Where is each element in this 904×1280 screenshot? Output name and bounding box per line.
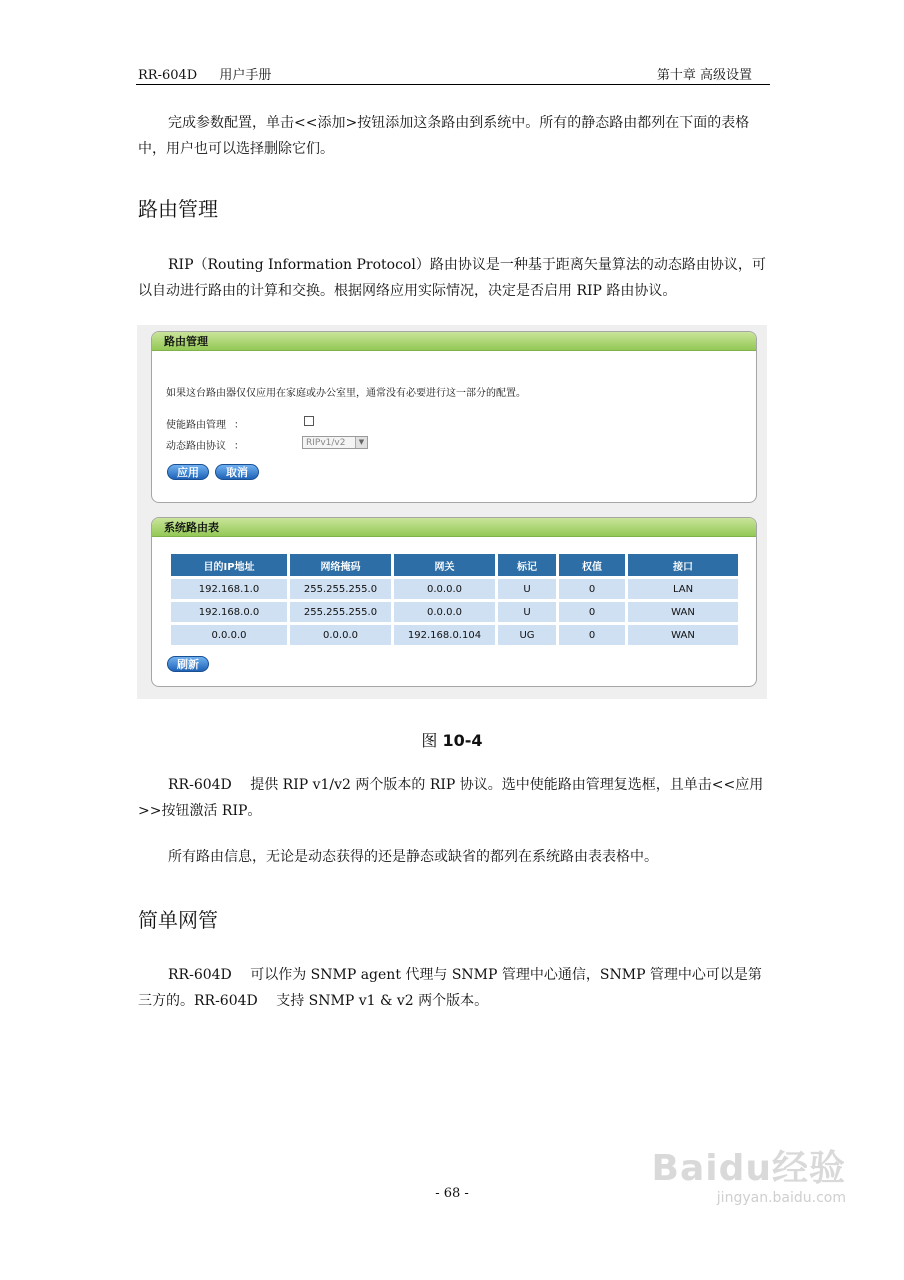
header-rule bbox=[136, 84, 770, 85]
figure-screenshot bbox=[137, 325, 767, 699]
paragraph-3: RR-604D 提供 RIP v1/v2 两个版本的 RIP 协议。选中使能路由管理复选框，且单击<<应用>>按钮激活 RIP。 bbox=[138, 777, 764, 819]
table-row bbox=[171, 625, 738, 645]
figure-caption-number: 10-4 bbox=[442, 731, 483, 750]
figure-caption bbox=[0, 728, 904, 751]
routing-note: 如果这台路由器仅仅应用在家庭或办公室里，通常没有必要进行这一部分的配置。 bbox=[166, 388, 526, 399]
cancel-button[interactable]: 取消 bbox=[215, 464, 259, 480]
column-header: 目的IP地址 bbox=[171, 554, 287, 576]
dynamic-protocol-text: 动态路由协议 bbox=[166, 441, 226, 452]
table-cell: 0.0.0.0 bbox=[394, 602, 495, 622]
table-cell: 192.168.0.104 bbox=[394, 625, 495, 645]
table-row bbox=[171, 579, 738, 599]
table-cell: WAN bbox=[628, 625, 738, 645]
column-header: 标记 bbox=[498, 554, 556, 576]
dynamic-protocol-colon: ： bbox=[234, 441, 244, 452]
routing-panel bbox=[151, 331, 757, 503]
column-header: 权值 bbox=[559, 554, 625, 576]
table-cell: 0.0.0.0 bbox=[290, 625, 391, 645]
apply-button[interactable]: 应用 bbox=[167, 464, 209, 480]
dynamic-protocol-select[interactable] bbox=[302, 436, 368, 449]
table-cell: U bbox=[498, 579, 556, 599]
table-cell: 255.255.255.0 bbox=[290, 579, 391, 599]
watermark-url: jingyan.baidu.com bbox=[716, 1190, 846, 1206]
table-header-row bbox=[171, 554, 738, 576]
enable-routing-checkbox[interactable] bbox=[304, 416, 314, 426]
table-cell: 0 bbox=[559, 625, 625, 645]
table-cell: 0.0.0.0 bbox=[394, 579, 495, 599]
dynamic-protocol-label bbox=[166, 437, 244, 452]
enable-routing-text: 使能路由管理 bbox=[166, 420, 226, 431]
section-title-routing: 路由管理 bbox=[138, 197, 218, 221]
table-cell: UG bbox=[498, 625, 556, 645]
header-manual: 用户手册 bbox=[219, 68, 272, 83]
table-cell: WAN bbox=[628, 602, 738, 622]
paragraph-4: 所有路由信息，无论是动态获得的还是静态或缺省的都列在系统路由表表格中。 bbox=[168, 849, 658, 865]
route-table bbox=[168, 551, 741, 648]
watermark-logo: Baidu经验 bbox=[651, 1148, 846, 1189]
table-row bbox=[171, 602, 738, 622]
table-cell: 0 bbox=[559, 579, 625, 599]
enable-routing-colon: ： bbox=[234, 420, 244, 431]
route-table-panel bbox=[151, 517, 757, 687]
refresh-button[interactable]: 刷新 bbox=[167, 656, 209, 672]
paragraph-1: 完成参数配置，单击<<添加>按钮添加这条路由到系统中。所有的静态路由都列在下面的表格中，用户也可以选择删除它们。 bbox=[138, 115, 750, 157]
table-cell: LAN bbox=[628, 579, 738, 599]
table-cell: 0 bbox=[559, 602, 625, 622]
column-header: 网络掩码 bbox=[290, 554, 391, 576]
table-cell: 192.168.1.0 bbox=[171, 579, 287, 599]
header-product: RR-604D bbox=[138, 68, 198, 83]
header-chapter: 第十章 高级设置 bbox=[656, 68, 752, 83]
table-cell: 255.255.255.0 bbox=[290, 602, 391, 622]
dynamic-protocol-value: RIPv1/v2 bbox=[306, 438, 346, 448]
table-cell: 192.168.0.0 bbox=[171, 602, 287, 622]
section-title-snmp: 简单网管 bbox=[138, 908, 218, 932]
enable-routing-label bbox=[166, 416, 244, 431]
routing-panel-title: 路由管理 bbox=[152, 332, 756, 351]
figure-caption-prefix: 图 bbox=[421, 731, 443, 750]
route-table-title: 系统路由表 bbox=[152, 518, 756, 537]
chevron-down-icon: ▼ bbox=[355, 437, 367, 448]
column-header: 网关 bbox=[394, 554, 495, 576]
table-cell: U bbox=[498, 602, 556, 622]
header-left bbox=[138, 64, 289, 83]
paragraph-2: RIP（Routing Information Protocol）路由协议是一种基于距离矢量算法的动态路由协议，可以自动进行路由的计算和交换。根据网络应用实际情况，决定是否启用 RIP 路由协议。 bbox=[138, 257, 766, 299]
paragraph-5: RR-604D 可以作为 SNMP agent 代理与 SNMP 管理中心通信，SNMP 管理中心可以是第三方的。RR-604D 支持 SNMP v1 & v2 两个版本。 bbox=[138, 967, 762, 1009]
page-number: - 68 - bbox=[435, 1186, 469, 1201]
table-cell: 0.0.0.0 bbox=[171, 625, 287, 645]
column-header: 接口 bbox=[628, 554, 738, 576]
